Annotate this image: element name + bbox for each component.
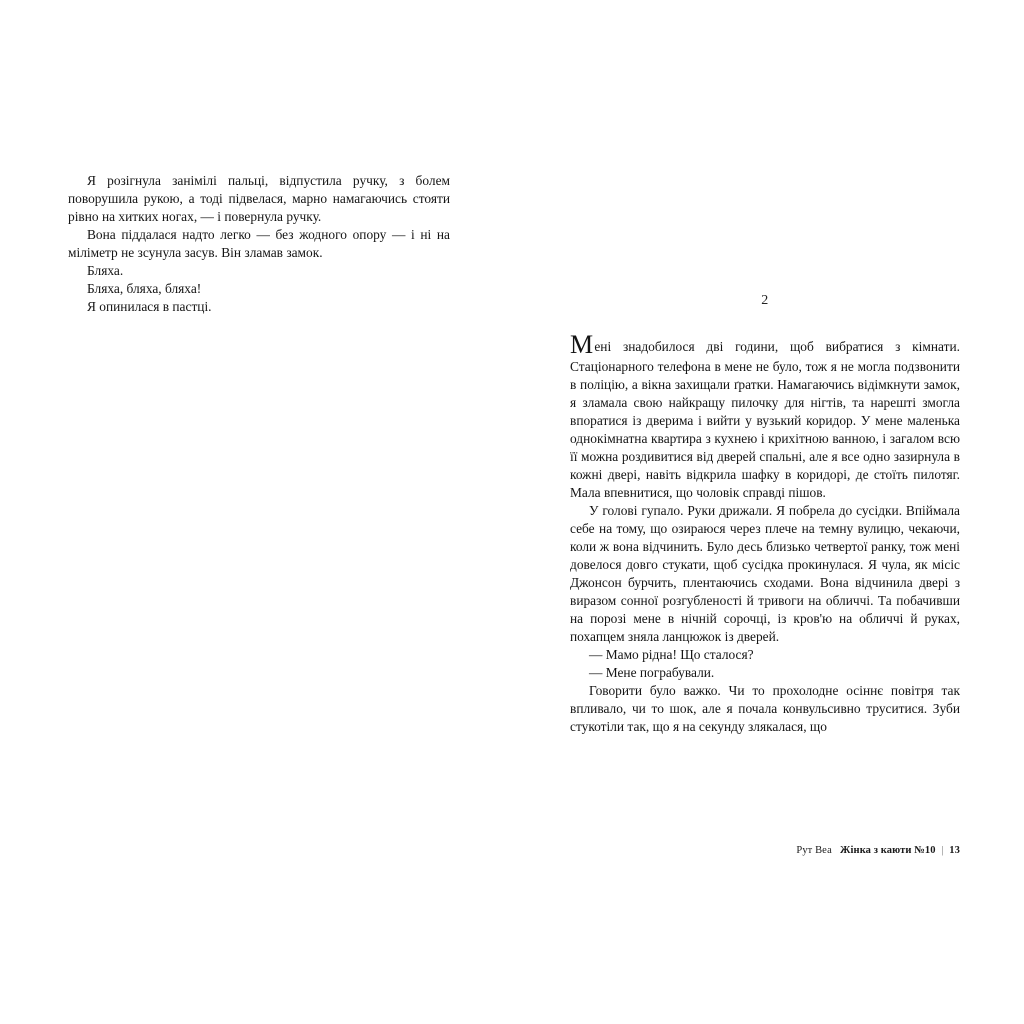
page-footer xyxy=(796,845,960,856)
page-gutter xyxy=(504,0,506,1024)
paragraph: Говорити було важко. Чи то прохолодне осіннє повітря так впливало, чи то шок, але я почала конвульсивно труситися. Зуби стукотіли так, що я на секунду злякалася, що xyxy=(570,683,960,735)
chapter-number: 2 xyxy=(761,293,769,308)
dialogue-line: — Мамо рідна! Що сталося? xyxy=(589,647,754,663)
footer-page-number: 13 xyxy=(949,845,960,856)
right-page-text-block xyxy=(570,292,960,736)
paragraph: Я розігнула занімілі пальці, відпустила ручку, з болем поворушила рукою, а тоді підвелася, марно намагаючись стояти рівно на хитких ногах, — і повернула ручку. xyxy=(68,173,450,225)
footer-author: Рут Веа xyxy=(796,845,832,856)
paragraph: Я опинилася в пастці. xyxy=(87,299,212,315)
left-page-text-block xyxy=(68,172,450,316)
footer-separator: | xyxy=(941,845,944,856)
paragraph: У голові гупало. Руки дрижали. Я побрела до сусідки. Впіймала себе на тому, що озираюся через плече на темну вулицю, чекаючи, коли ж вона відчинить. Було десь близько четвертої ранку, тож мені довелося довго стукати, щоб сусідка прокинулася. Я чула, як місіс Джонсон бурчить, плентаючись сходами. Вона відчинила двері з виразом сонної розгубленості й тривоги на обличчі. Та побачивши на порозі мене в нічній сорочці, із кров'ю на обличчі й руках, похапцем зняла ланцюжок із дверей. xyxy=(570,503,960,645)
paragraph: Бляха, бляха, бляха! xyxy=(87,281,202,297)
chapter-opening-text: ені знадобилося дві години, щоб вибратися з кімнати. Стаціонарного телефона в мене не було, тож я не могла подзвонити в поліцію, а вікна захищали ґратки. Намагаючись відімкнути замок, я зламала свою найкращу пилочку для нігтів, та нарешті змогла впоратися із дверима і вийти у вузький коридор. У мене маленька однокімнатна квартира з кухнею і крихітною ванною, і загалом всю її можна роздивитися від дверей спальні, але я все одно зазирнула в кожні двері, навіть відкрила шафку в коридорі, де стоїть пилотяг. Мала впевнитися, що чоловік справді пішов. xyxy=(570,338,960,501)
footer-title: Жінка з каюти №10 xyxy=(840,845,936,856)
paragraph: Вона піддалася надто легко — без жодного опору — і ні на міліметр не зсунула засув. Він зламав замок. xyxy=(68,227,450,261)
chapter-opening-paragraph xyxy=(570,329,960,502)
dialogue-line: — Мене пограбували. xyxy=(589,665,715,681)
drop-cap: М xyxy=(570,329,594,359)
paragraph: Бляха. xyxy=(87,263,124,279)
